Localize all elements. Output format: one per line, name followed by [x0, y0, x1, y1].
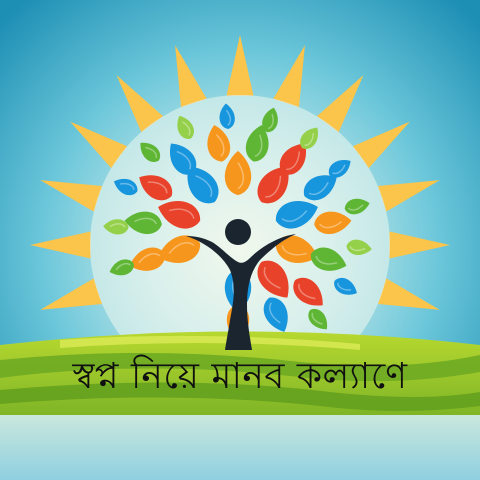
slogan-text: স্বপ্ন নিয়ে মানব কল্যাণে	[72, 356, 408, 397]
lower-haze	[0, 405, 480, 480]
